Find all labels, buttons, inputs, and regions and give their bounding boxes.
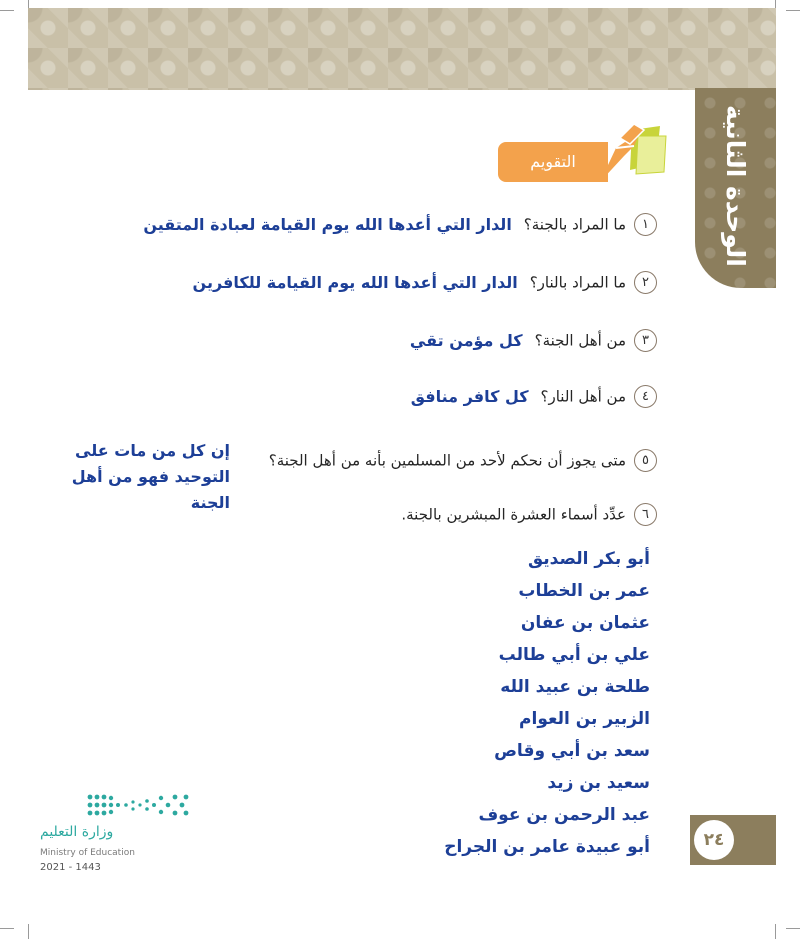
question-text: عدِّد أسماء العشرة المبشرين بالجنة. xyxy=(401,505,626,524)
header-pattern-band xyxy=(28,8,776,90)
question-5 xyxy=(269,449,657,472)
list-item: علي بن أبي طالب xyxy=(498,645,650,665)
question-2 xyxy=(193,271,657,294)
list-item: أبو عبيدة عامر بن الجراح xyxy=(444,837,650,857)
question-4 xyxy=(411,385,657,408)
crop-mark xyxy=(0,10,14,11)
question-number: ٣ xyxy=(634,329,657,352)
list-item: عثمان بن عفان xyxy=(520,613,650,633)
question-text: من أهل الجنة؟ xyxy=(534,331,626,350)
logo-year: 2021 - 1443 xyxy=(40,862,101,873)
question-text: متى يجوز أن نحكم لأحد من المسلمين بأنه من أهل الجنة؟ xyxy=(268,451,626,470)
answer-text: كل كافر منافق xyxy=(410,387,529,406)
list-item: سعد بن أبي وقاص xyxy=(494,741,650,761)
answer-5 xyxy=(28,438,230,516)
question-text: ما المراد بالجنة؟ xyxy=(523,215,626,234)
answer-text: الدار التي أعدها الله يوم القيامة للكافرين xyxy=(192,273,518,292)
answer-line: التوحيد فهو من أهل الجنة xyxy=(71,467,230,512)
logo-dots-icon xyxy=(86,792,190,818)
ministry-logo xyxy=(40,792,190,882)
page-number: ٢٤ xyxy=(694,820,734,860)
question-number: ٥ xyxy=(634,449,657,472)
crop-mark xyxy=(775,924,776,939)
question-text: من أهل النار؟ xyxy=(540,387,626,406)
list-item: عبد الرحمن بن عوف xyxy=(478,805,650,825)
logo-arabic-text: وزارة التعليم xyxy=(40,824,114,840)
question-number: ٢ xyxy=(634,271,657,294)
list-item: عمر بن الخطاب xyxy=(518,581,650,601)
crop-mark xyxy=(0,928,14,929)
names-list xyxy=(420,543,650,863)
question-1 xyxy=(143,213,657,236)
crop-mark xyxy=(28,924,29,939)
logo-english-text: Ministry of Education xyxy=(40,848,135,858)
crop-mark xyxy=(786,928,800,929)
list-item: سعيد بن زيد xyxy=(547,773,650,793)
answer-text: كل مؤمن تقي xyxy=(409,331,523,350)
crop-mark xyxy=(786,10,800,11)
question-number: ١ xyxy=(634,213,657,236)
answer-line: إن كل من مات على xyxy=(75,441,230,460)
section-badge: التقويم xyxy=(498,142,608,182)
list-item: الزبير بن العوام xyxy=(519,709,650,729)
question-3 xyxy=(410,329,657,352)
question-6 xyxy=(401,503,657,526)
list-item: أبو بكر الصديق xyxy=(527,549,650,569)
question-number: ٦ xyxy=(634,503,657,526)
unit-title: الوحدة الثانية xyxy=(721,105,750,267)
list-item: طلحة بن عبيد الله xyxy=(500,677,650,697)
question-text: ما المراد بالنار؟ xyxy=(529,273,626,292)
question-number: ٤ xyxy=(634,385,657,408)
answer-text: الدار التي أعدها الله يوم القيامة لعبادة المتقين xyxy=(143,215,512,234)
